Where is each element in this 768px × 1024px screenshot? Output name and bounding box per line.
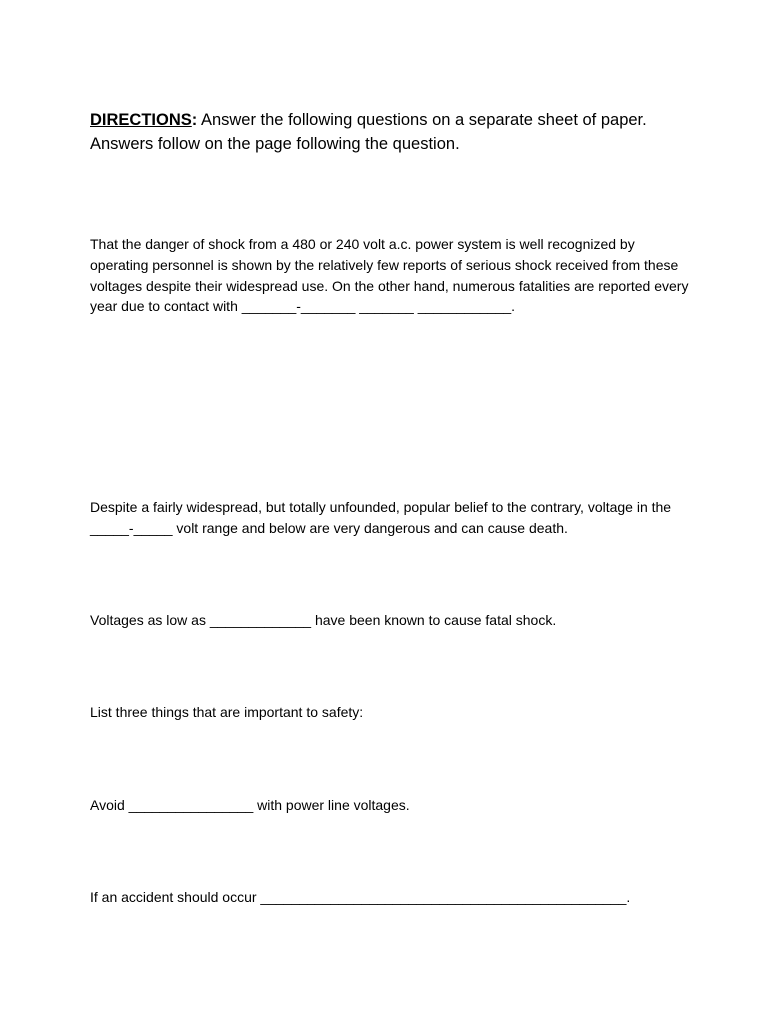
question-3: Voltages as low as _____________ have been known to cause fatal shock. [90, 612, 557, 628]
directions-label: DIRECTIONS [90, 111, 192, 129]
directions-block [90, 108, 690, 156]
directions-colon: : [191, 111, 198, 129]
question-5: Avoid ________________ with power line voltages. [90, 797, 410, 813]
question-6: If an accident should occur _______________________________________________. [90, 889, 631, 905]
question-2: Despite a fairly widespread, but totally unfounded, popular belief to the contrary, voltage in the _____-_____ volt range and below are very dangerous and can cause death. [90, 499, 672, 536]
question-1: That the danger of shock from a 480 or 240 volt a.c. power system is well recognized by operating personnel is shown by the relatively few reports of serious shock received from these voltages despite their widespread use. On the other hand, numerous fatalities are reported every year due to contact with _______-_______ _______ ____________. [90, 236, 689, 315]
directions-text: Answer the following questions on a separate sheet of paper. Answers follow on the page following the question. [90, 111, 647, 153]
question-4: List three things that are important to safety: [90, 704, 364, 720]
